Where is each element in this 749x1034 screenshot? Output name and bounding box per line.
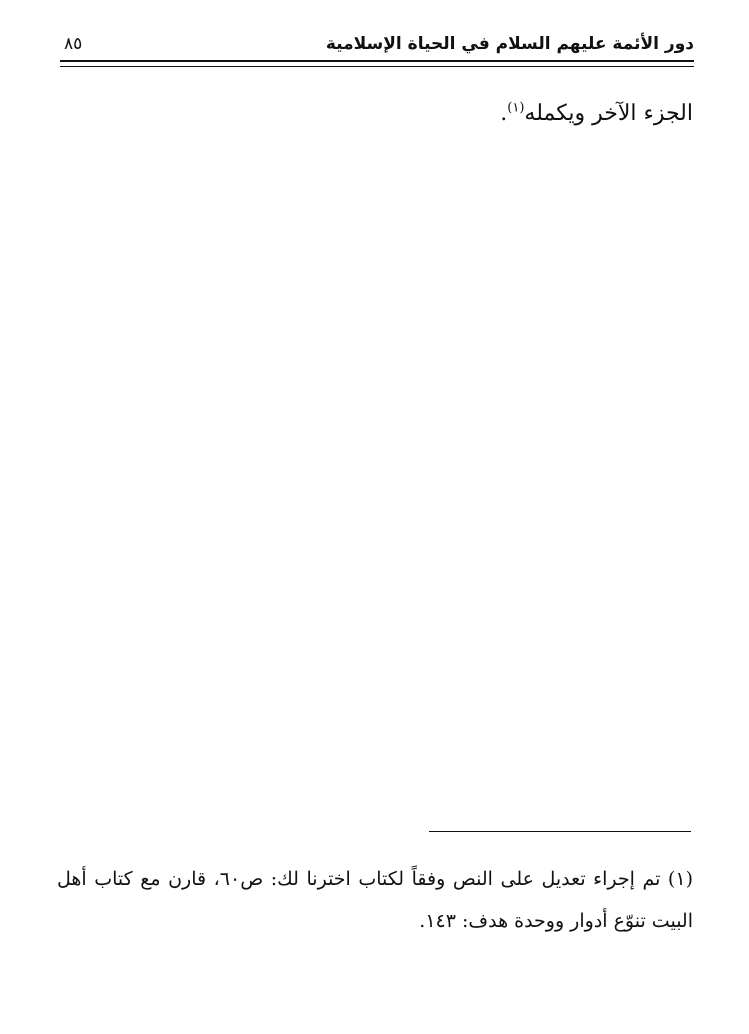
body-paragraph — [59, 92, 693, 136]
footnote-reference-marker: (١) — [507, 100, 525, 116]
footnote-separator-rule — [429, 831, 691, 832]
footnote: (١) تم إجراء تعديل على النص وفقاً لكتاب اخترنا لك: ص٦٠، قارن مع كتاب أهل البيت تنوّع أدوار ووحدة هدف: ١٤٣. — [57, 868, 693, 932]
running-header-title: دور الأئمة عليهم السلام في الحياة الإسلامية — [325, 34, 694, 54]
header-rule-thin — [60, 66, 694, 67]
page-header — [60, 30, 694, 62]
header-rule-thick — [60, 60, 694, 62]
body-text: الجزء الآخر ويكمله — [524, 101, 693, 126]
body-trailing-punctuation: . — [500, 101, 508, 126]
page-number: ٨٥ — [64, 34, 83, 54]
